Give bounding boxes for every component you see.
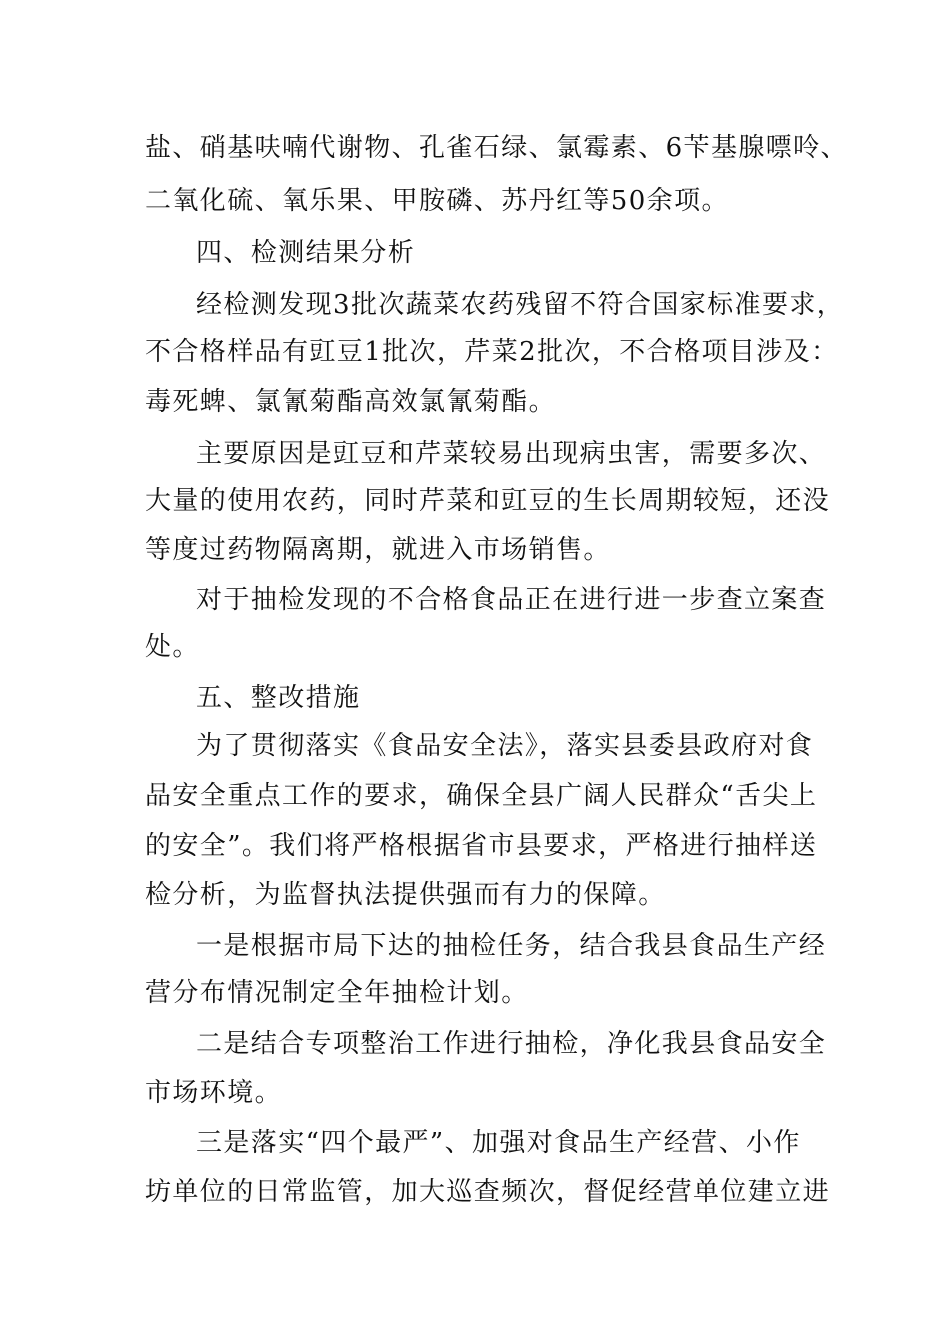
body-text-line: 不合格样品有豇豆1批次，芹菜2批次，不合格项目涉及： (145, 337, 839, 367)
body-text-line: 对于抽检发现的不合格食品正在进行进一步查立案查 (196, 585, 827, 615)
body-text-line: 大量的使用农药，同时芹菜和豇豆的生长周期较短，还没 (145, 486, 831, 516)
body-text-line: 二是结合专项整治工作进行抽检，净化我县食品安全 (196, 1029, 827, 1059)
body-text-line: 检分析，为监督执法提供强而有力的保障。 (145, 880, 666, 910)
body-text-line: 等度过药物隔离期，就进入市场销售。 (145, 535, 611, 565)
body-text-line: 经检测发现3批次蔬菜农药残留不符合国家标准要求， (196, 290, 845, 320)
body-text-line: 毒死蜱、氯氰菊酯高效氯氰菊酯。 (145, 387, 557, 417)
body-text-line: 市场环境。 (145, 1078, 283, 1108)
body-text-line: 品安全重点工作的要求，确保全县广阔人民群众“舌尖上 (145, 781, 818, 811)
body-text-line: 营分布情况制定全年抽检计划。 (145, 978, 529, 1008)
body-text-line: 一是根据市局下达的抽检任务，结合我县食品生产经 (196, 931, 827, 961)
body-text-line: 为了贯彻落实《食品安全法》，落实县委县政府对食 (196, 731, 814, 761)
body-text-line: 坊单位的日常监管，加大巡查频次，督促经营单位建立进 (145, 1177, 831, 1207)
section-heading-5: 五、整改措施 (196, 683, 361, 713)
body-text-line: 二氧化硫、氧乐果、甲胺磷、苏丹红等50余项。 (145, 186, 729, 216)
body-text-line: 盐、硝基呋喃代谢物、孔雀石绿、氯霉素、6苄基腺嘌呤、 (145, 133, 848, 163)
body-text-line: 主要原因是豇豆和芹菜较易出现病虫害，需要多次、 (196, 439, 827, 469)
body-text-line: 处。 (145, 632, 200, 662)
body-text-line: 三是落实“四个最严”、加强对食品生产经营、小作 (196, 1128, 801, 1158)
body-text-line: 的安全”。我们将严格根据省市县要求，严格进行抽样送 (145, 831, 818, 861)
section-heading-4: 四、检测结果分析 (196, 238, 416, 268)
